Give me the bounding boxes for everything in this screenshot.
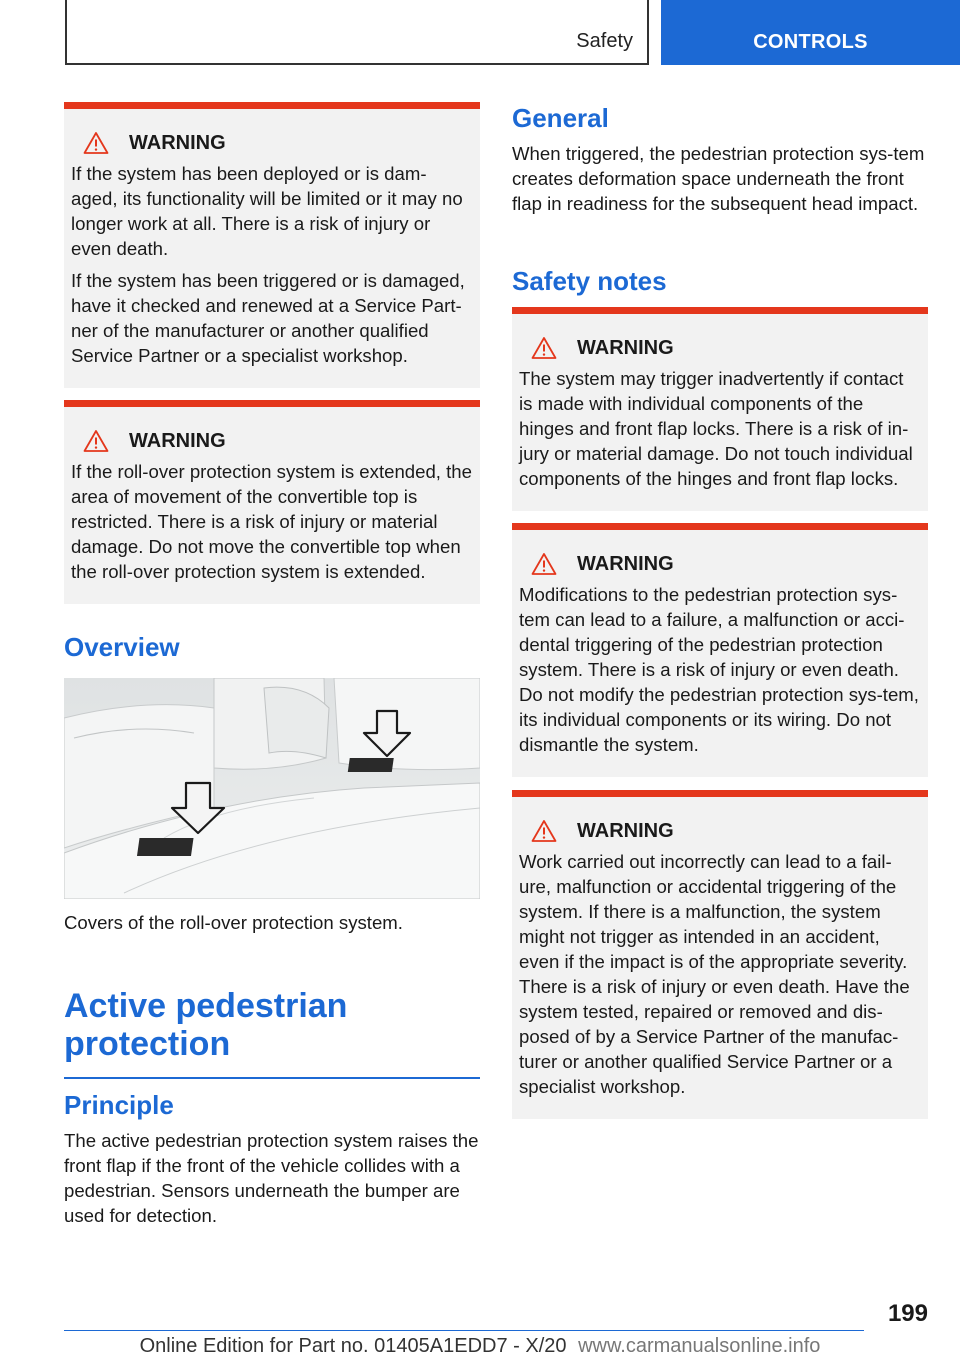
rollover-covers-illustration	[64, 678, 480, 899]
general-text: When triggered, the pedestrian protection sys-tem creates deformation space underneath the front flap in readiness for the subsequent head impact.	[512, 143, 925, 214]
page-number: 199	[887, 1300, 928, 1327]
warning-text: Work carried out incorrectly can lead to a fail-ure, malfunction or accidental triggering of the system. If there is a malfunction, the system might not trigger as intended in an accident, even if the impact is of the appropriate severity. There is a risk of injury or even death. Have the system tested, repaired or removed and dis-posed of by a Service Partner of the manufac-turer or another qualified Service Partner or a specialist workshop.	[519, 851, 910, 1097]
header-chapter-tab	[661, 0, 960, 65]
warning-triangle-icon	[83, 131, 109, 155]
warning-heading	[519, 336, 921, 360]
warning-text: If the system has been triggered or is damaged, have it checked and renewed at a Service Part-ner of the manufacturer or another qualified Service Partner or a specialist workshop.	[71, 270, 465, 366]
warning-text: If the roll-over protection system is extended, the area of movement of the convertible top is restricted. There is a risk of injury or material damage. Do not move the convertible top when the roll-over protection system is extended.	[71, 461, 472, 582]
principle-text: The active pedestrian protection system raises the front flap if the front of the vehicle collides with a pedestrian. Sensors underneath the bumper are used for detection.	[64, 1130, 479, 1226]
warning-heading	[519, 819, 921, 843]
footer-divider	[64, 1330, 864, 1331]
warning-text: The system may trigger inadvertently if contact is made with individual components of the hinges and front flap locks. There is a risk of in-jury or material damage. Do not touch individual components of the hinges and front flap locks.	[519, 368, 913, 489]
figure-caption: Covers of the roll-over protection system.	[64, 912, 403, 933]
warning-triangle-icon	[531, 819, 557, 843]
overview-heading: Overview	[64, 632, 180, 662]
warning-triangle-icon	[531, 336, 557, 360]
safety-notes-heading: Safety notes	[512, 266, 667, 296]
warning-label: WARNING	[129, 131, 226, 154]
warning-heading	[519, 552, 921, 576]
warning-box-inadvertent-trigger	[512, 307, 928, 511]
warning-box-incorrect-work	[512, 790, 928, 1119]
warning-box-modifications	[512, 523, 928, 777]
warning-heading	[71, 429, 473, 453]
footer-edition-line	[0, 1335, 960, 1358]
section-title: Safety	[576, 30, 633, 52]
edition-text: Online Edition for Part no. 01405A1EDD7 - X/20	[139, 1335, 567, 1357]
watermark-text: www.carmanualsonline.info	[578, 1335, 821, 1357]
active-pedestrian-protection-heading: Active pedestrian protection	[64, 987, 480, 1079]
header-section-tab	[65, 0, 649, 65]
general-heading: General	[512, 103, 609, 133]
warning-label: WARNING	[577, 819, 674, 842]
chapter-title: CONTROLS	[753, 31, 868, 53]
warning-box-rollover	[64, 400, 480, 604]
car-interior-image	[64, 678, 480, 899]
warning-box-deployed	[64, 102, 480, 388]
warning-triangle-icon	[83, 429, 109, 453]
warning-text: If the system has been deployed or is dam-aged, its functionality will be limited or it may no longer work at all. There is a risk of injury or even death.	[71, 163, 463, 259]
warning-heading	[71, 131, 473, 155]
warning-label: WARNING	[577, 336, 674, 359]
principle-heading: Principle	[64, 1090, 174, 1120]
warning-label: WARNING	[577, 552, 674, 575]
warning-label: WARNING	[129, 429, 226, 452]
warning-text: Modifications to the pedestrian protection sys-tem can lead to a failure, a malfunction or acci-dental triggering of the pedestrian protection system. There is a risk of injury or even death. Do not modify the pedestrian protection sys-tem, its individual components or its wiring. Do not dismantle the system.	[519, 584, 919, 755]
warning-triangle-icon	[531, 552, 557, 576]
